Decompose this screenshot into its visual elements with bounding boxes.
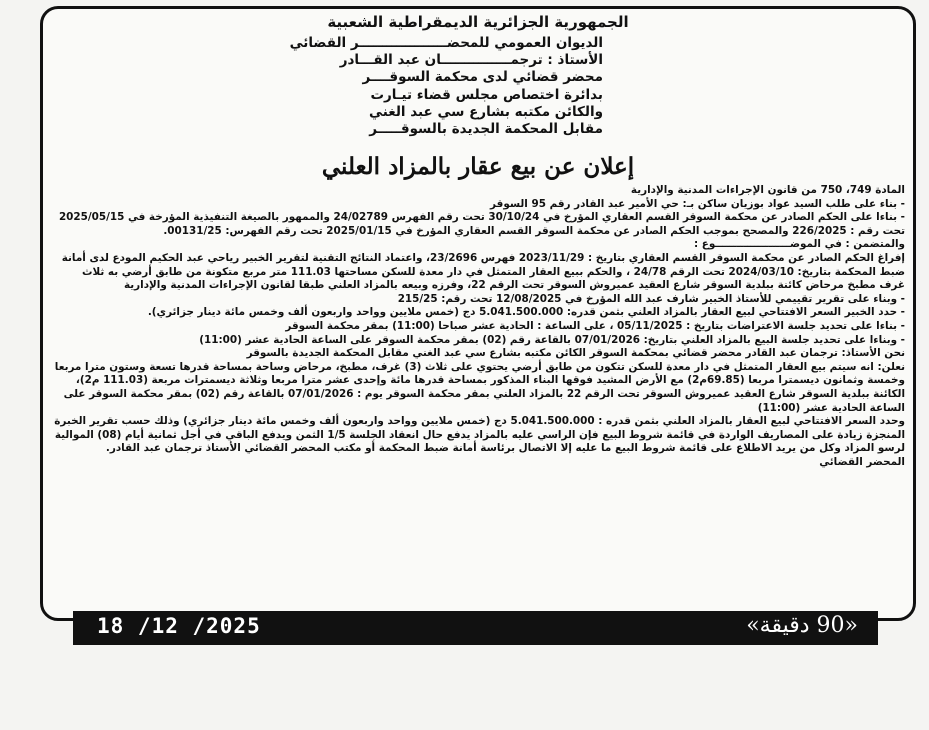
publication-badge: «90 دقيقة» bbox=[746, 613, 858, 638]
header-line: بدائرة اختصاص مجلس قضاء تيـارت bbox=[370, 86, 603, 103]
header-line: محضر قضائي لدى محكمة السوقــــر bbox=[362, 69, 603, 86]
republic-heading: الجمهورية الجزائرية الديمقراطية الشعبية bbox=[327, 13, 629, 31]
body-paragraph: - حدد الخبير السعر الافتتاحي لبيع العقار بالمزاد العلني بثمن قدره: 5.041.500.000 دج (خمس ملايين وواحد واربعون ألف وخمس مائة دينار جزائري). bbox=[147, 306, 905, 319]
bailiff-office-header bbox=[289, 35, 603, 138]
body-paragraph: نعلن: انه سيتم بيع العقار المتمثل في دار معدة للسكن تتكون من طابق أرضي يحتوي على ثلاث (3) غرف، مطبخ، مرحاض وساحة بمساحة قدرها تسعة وستون مترا مربعا وخمسة وثمانون ديسمترا مربعا (69.85م2) مع الأرض المشيد فوقها البناء المذكور بمساحة قدرها مائة وإحدى عشر مترا مربعا وثلاثة ديسمترات مربعة (111.03 م2)، الكائنة ببلدية السوقر شارع العقيد عميروش السوقر تحت الرقم 22 بالمزاد العلني بمقر محكمة السوقر يوم : 07/01/2026 بالقاعة رقم (02) بمقر محكمة السوقر على الساعة الحادية عشر (11:00) bbox=[54, 360, 905, 414]
body-paragraph: - وبناء على تقرير تقييمي للأستاذ الخبير شارف عبد الله المؤرخ في 12/08/2025 تحت رقم: 215/25 bbox=[397, 292, 905, 305]
body-paragraph: وحدد السعر الافتتاحي لبيع العقار بالمزاد العلني بثمن قدره : 5.041.500.000 دج (خمس ملايين وواحد واربعون ألف وخمس مائة دينار جزائري) وذلك حسب تقرير الخبرة المنجزة زيادة على المصاريف الواردة في قائمة شروط البيع فإن الراسي عليه بالمزاد يدفع حال انعقاد الجلسة 1/5 الثمن ويدفع الباقي في أجل ثمانية أيام (08) الموالية لرسو المزاد وكل من يريد الاطلاع على قائمة شروط البيع ما عليه إلا الاتصال برئاسة أمانة ضبط المحكمة أو مكتب المحضر القضائي الأستاذ ترجمان عبد القادر. bbox=[54, 415, 905, 455]
body-paragraph: والمتضمن : في الموضـــــــــــــــــــــوع : bbox=[694, 238, 905, 251]
notice-body bbox=[53, 184, 905, 469]
publication-date: 18 /12 /2025 bbox=[97, 614, 261, 638]
legal-notice bbox=[40, 6, 916, 621]
body-paragraph: - بناءا على الحكم الصادر عن محكمة السوقر القسم العقاري المؤرخ في 30/10/24 تحت رقم الفهرس 24/02789 والممهور بالصيغة التنفيذية المؤرخة في 2025/05/15 تحت رقم : 226/2025 والمصحح بموجب الحكم الصادر عن محكمة السوقر القسم العقاري المؤرخ في 2025/01/15 تحت رقم الفهرس: 00131/25. bbox=[58, 211, 905, 237]
header-line: الديوان العمومي للمحضـــــــــــــــــــر القضائي bbox=[289, 35, 603, 51]
notice-title: إعلان عن بيع عقار بالمزاد العلني bbox=[321, 153, 635, 180]
body-paragraph: - بناءا على تحديد جلسة الاعتراضات بتاريخ : 05/11/2025 ، على الساعة : الحادية عشر صباحا (11:00) بمقر محكمة السوقر bbox=[285, 319, 905, 332]
header-line: والكائن مكتبه بشارع سي عبد الغني bbox=[369, 103, 603, 120]
body-paragraph: نحن الأستاذ: ترجمان عبد القادر محضر قضائي بمحكمة السوقر الكائن مكتبه بشارع سي عبد الغني مقابل المحكمة الجديدة بالسوقر bbox=[246, 347, 905, 360]
body-paragraph: المادة 749، 750 من قانون الإجراءات المدنية والإدارية bbox=[630, 184, 905, 196]
header-line: الأستاذ : ترجمـــــــــــــــان عبد القـــادر bbox=[339, 52, 603, 69]
signature: المحضر القضائي bbox=[819, 455, 905, 468]
header-line: مقابل المحكمة الجديدة بالسوقـــــر bbox=[369, 121, 603, 138]
body-paragraph: إفراغ الحكم الصادر عن محكمة السوقر القسم العقاري بتاريخ : 2023/11/29 فهرس 23/2696، واعتماد النتائج التقنية لتقرير الخبير رياحي عبد الحكيم المودع لدى أمانة ضبط المحكمة بتاريخ: 2024/03/10 تحت الرقم 24/78 ، والحكم ببيع العقار المتمثل في دار معدة للسكن مساحتها 111.03 متر مربع متكونة من طابق أرضي به ثلاث غرف مطبخ مرحاض كائنة ببلدية السوقر شارع العقيد عميروش السوقر تحت الرقم 22، وفرزه وبيعه بالمزاد العلني طبقا لقانون الإجراءات المدنية والإدارية bbox=[61, 251, 905, 292]
footer-bar bbox=[73, 611, 878, 645]
body-paragraph: - وبناءا على تحديد جلسة البيع بالمزاد العلني بتاريخ: 07/01/2026 بالقاعة رقم (02) بمقر محكمة السوقر على الساعة الحادية عشر (11:00) bbox=[199, 333, 905, 346]
body-paragraph: - بناء على طلب السيد عواد بوزيان ساكن بـ: حي الأمير عبد القادر رقم 95 السوقر bbox=[490, 197, 905, 210]
